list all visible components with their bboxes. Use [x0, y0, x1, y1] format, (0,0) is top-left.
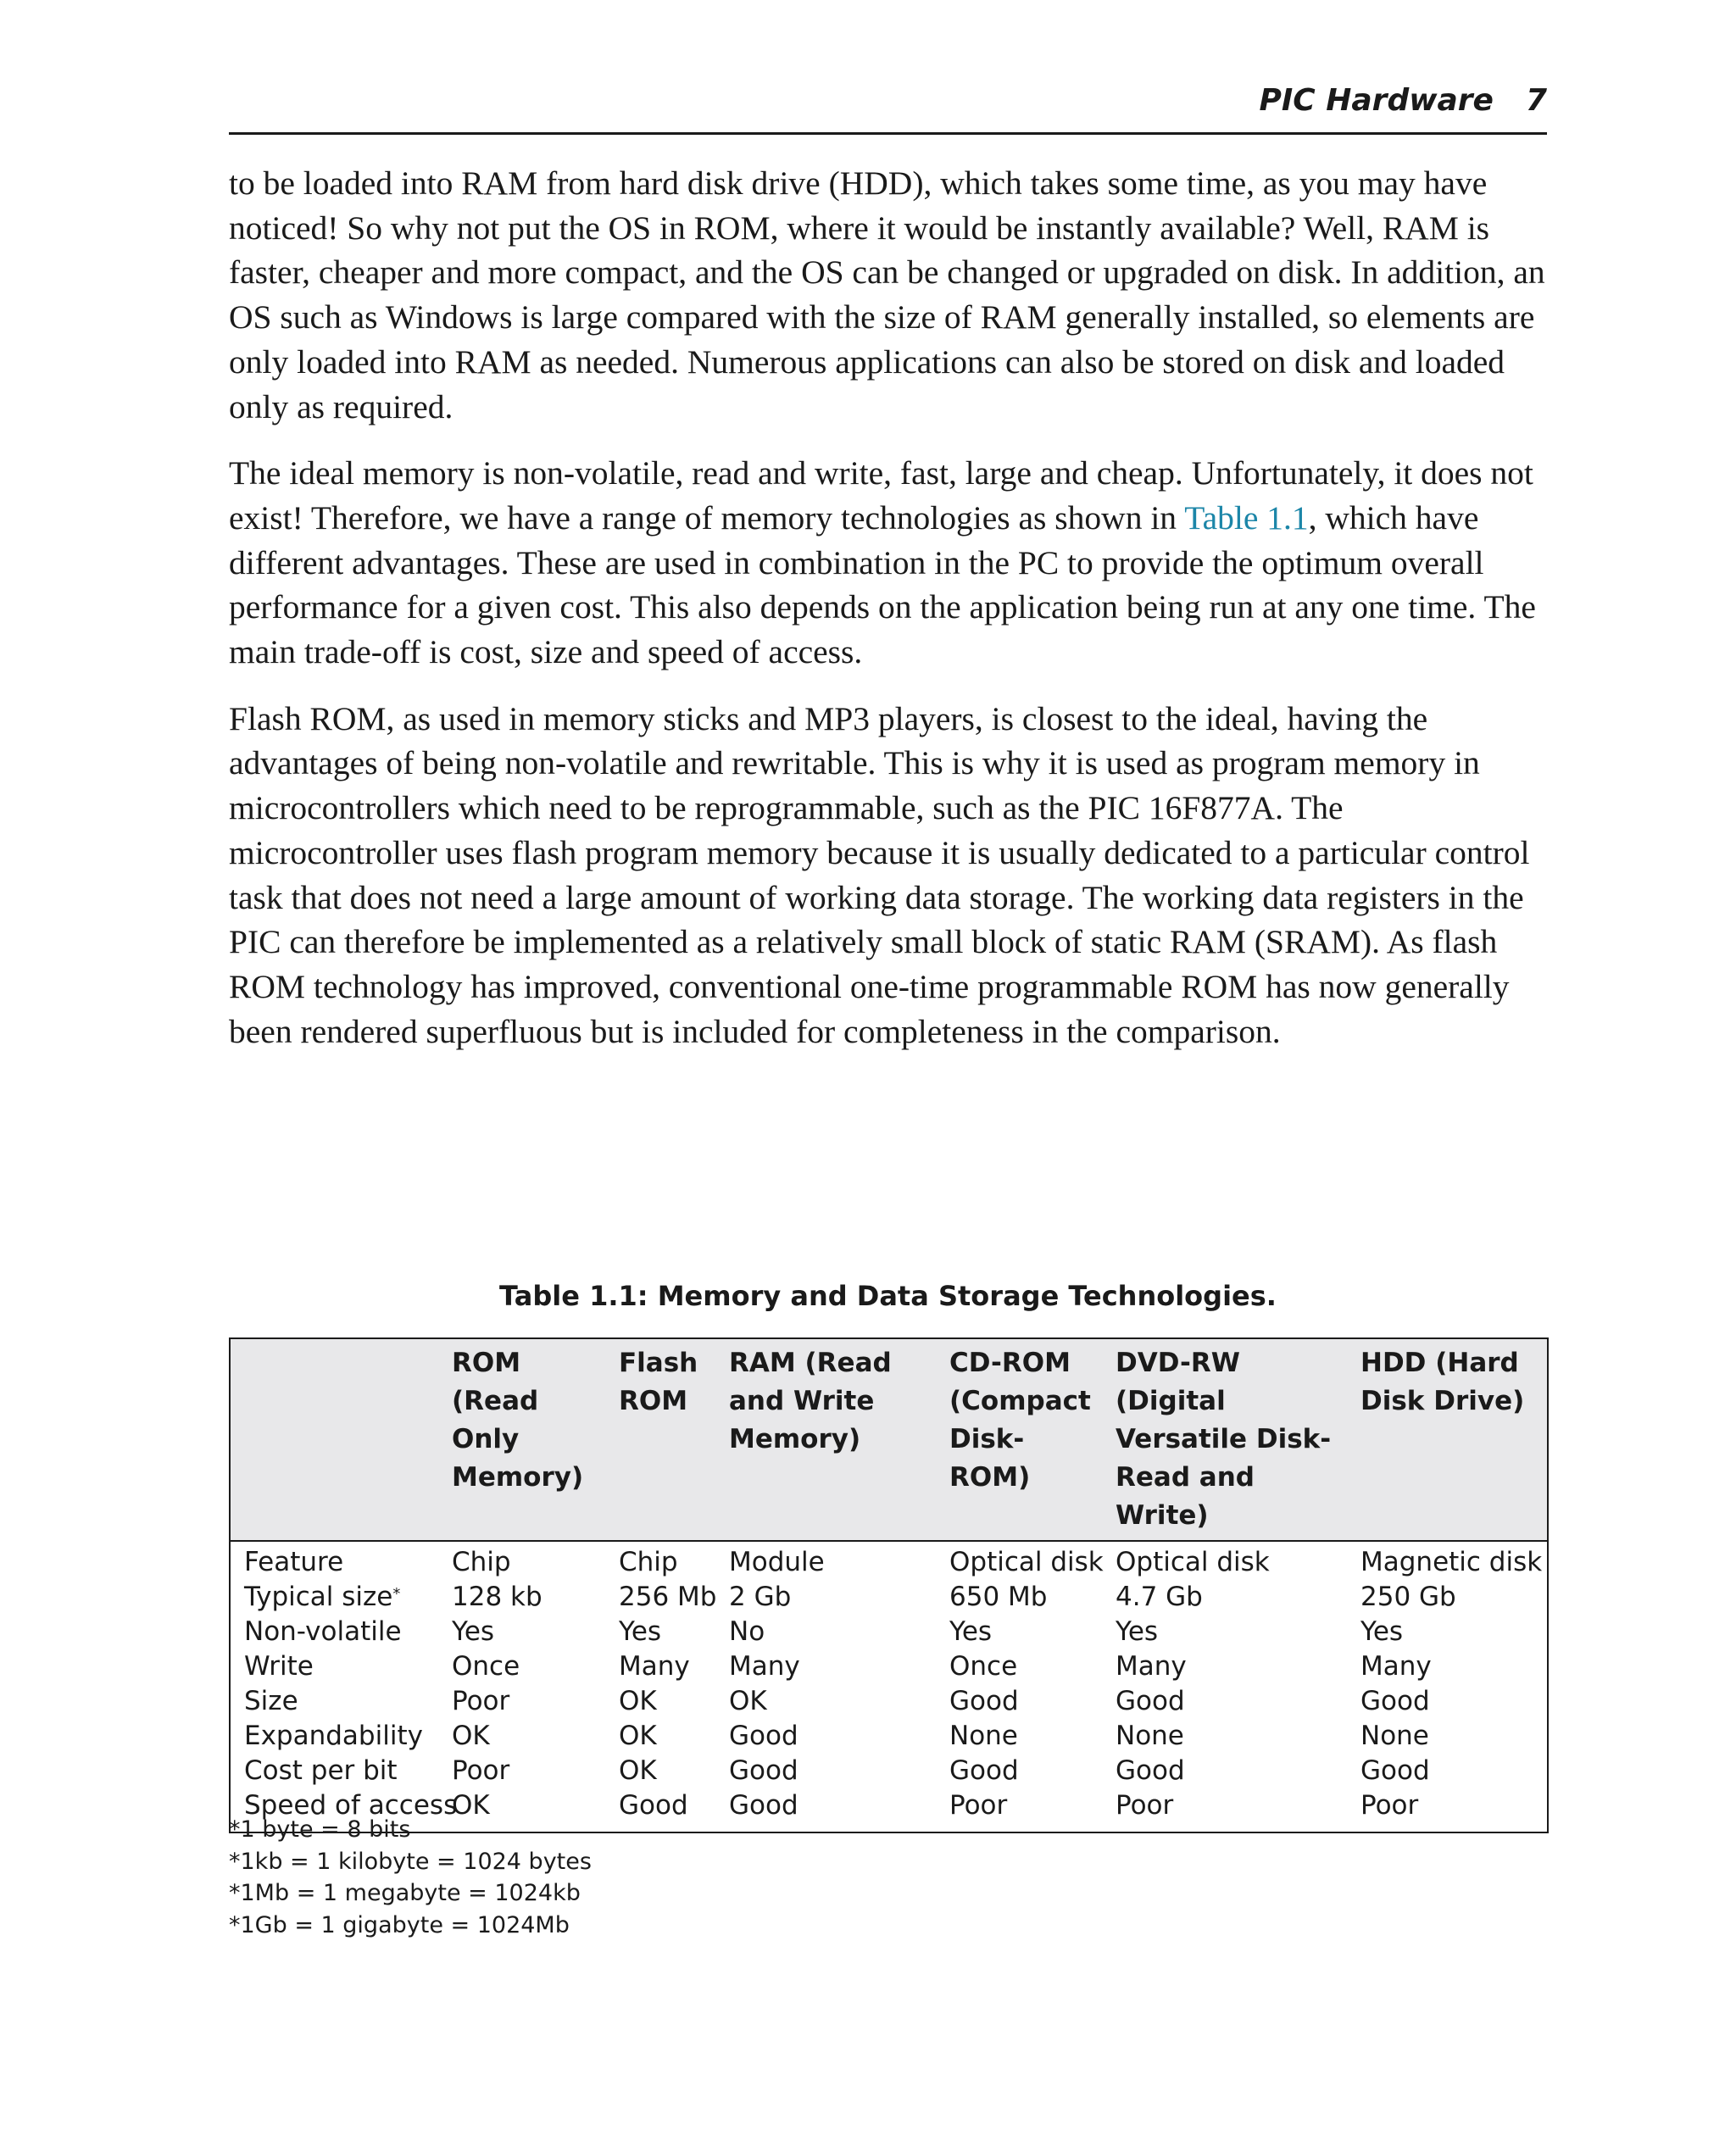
footnote: *1Mb = 1 megabyte = 1024kb	[229, 1880, 581, 1906]
cell-text: Many	[1360, 1651, 1432, 1682]
header-cell-ram: RAM (Read and Write Memory)	[729, 1348, 892, 1454]
table-cell	[438, 1615, 605, 1649]
table-body	[230, 1541, 1548, 1832]
table-cell	[1347, 1788, 1548, 1832]
footnote: *1 byte = 8 bits	[229, 1816, 411, 1843]
table-footnotes	[229, 1814, 592, 1941]
footnote-marker: *	[392, 1585, 401, 1603]
table-cell	[1347, 1649, 1548, 1684]
cell-text: Good	[1116, 1755, 1185, 1786]
table-cell	[936, 1541, 1102, 1580]
cell-text: Poor	[452, 1686, 510, 1716]
table-cell	[1102, 1615, 1347, 1649]
cell-text: Yes	[619, 1616, 662, 1647]
page-number: 7	[1525, 83, 1547, 118]
section-title: PIC Hardware	[1259, 83, 1494, 118]
table-cell	[1102, 1754, 1347, 1788]
table-cell	[1102, 1541, 1347, 1580]
table-row	[230, 1684, 1548, 1719]
table-cell	[715, 1754, 936, 1788]
header-cell-cd-rom: CD-ROM (Compact Disk-ROM)	[949, 1348, 1091, 1493]
cell-text: OK	[452, 1790, 490, 1821]
table-cell	[605, 1615, 715, 1649]
table-cell	[936, 1719, 1102, 1754]
cell-text: OK	[452, 1721, 490, 1751]
table-row-label	[230, 1580, 438, 1615]
paragraph-2-end: , which have different advantages. These are used in combination in the PC to provide the optimum overall performance for a given cost. This also depends on the application being run at any one time. The main trade-off is cost, size and speed of access.	[229, 498, 1536, 671]
table-cell	[936, 1649, 1102, 1684]
table-reference-link[interactable]: Table 1.1	[1184, 498, 1309, 537]
cell-text: Poor	[1360, 1790, 1419, 1821]
table-cell	[1102, 1649, 1347, 1684]
header-rule	[229, 132, 1547, 135]
table-cell	[715, 1580, 936, 1615]
running-head	[1260, 83, 1547, 118]
table-cell	[936, 1615, 1102, 1649]
cell-text: Good	[949, 1755, 1019, 1786]
paragraph-1: to be loaded into RAM from hard disk drive (HDD), which takes some time, as you may have noticed! So why not put the OS in ROM, where it would be instantly available? Well, RAM is faster, cheaper and more compact, and the OS can be changed or upgraded on disk. In addition, an OS such as Windows is large compared with the size of RAM generally installed, so elements are only loaded into RAM as needed. Numerous applications can also be stored on disk and loaded only as required.	[229, 164, 1545, 425]
cell-text: OK	[729, 1686, 767, 1716]
table-cell	[605, 1719, 715, 1754]
cell-text: Good	[1360, 1755, 1430, 1786]
cell-text: 650 Mb	[949, 1582, 1048, 1612]
row-label-text: Speed of access	[244, 1790, 458, 1821]
header-cell-dvd-rw: DVD-RW (Digital Versatile Disk-Read and Write)	[1116, 1348, 1332, 1531]
cell-text: Poor	[1116, 1790, 1174, 1821]
header-cell-flash-rom: Flash ROM	[619, 1348, 698, 1416]
table-cell	[1347, 1580, 1548, 1615]
table-cell	[438, 1580, 605, 1615]
cell-text: Yes	[1116, 1616, 1159, 1647]
table-cell	[605, 1649, 715, 1684]
table-cell	[936, 1754, 1102, 1788]
cell-text: Chip	[619, 1547, 678, 1577]
table-cell	[936, 1684, 1102, 1719]
footnote: *1kb = 1 kilobyte = 1024 bytes	[229, 1848, 592, 1875]
cell-text: Yes	[1360, 1616, 1404, 1647]
row-label-text: Non-volatile	[244, 1616, 402, 1647]
paragraph-2	[229, 451, 1547, 675]
table-cell	[1102, 1788, 1347, 1832]
table-row	[230, 1541, 1548, 1580]
table-cell	[1102, 1684, 1347, 1719]
cell-text: None	[949, 1721, 1018, 1751]
table-row	[230, 1754, 1548, 1788]
header-cell-hdd: HDD (Hard Disk Drive)	[1360, 1348, 1525, 1416]
table-cell	[715, 1788, 936, 1832]
table-cell	[715, 1541, 936, 1580]
cell-text: Good	[729, 1755, 798, 1786]
cell-text: Many	[729, 1651, 800, 1682]
table-header-row	[230, 1338, 1548, 1541]
cell-text: Yes	[452, 1616, 495, 1647]
table-cell	[605, 1684, 715, 1719]
table-cell	[936, 1580, 1102, 1615]
table-cell	[605, 1541, 715, 1580]
table-cell	[715, 1615, 936, 1649]
cell-text: Optical disk	[949, 1547, 1104, 1577]
table-row-label	[230, 1541, 438, 1580]
table-cell	[438, 1541, 605, 1580]
header-cell-empty	[230, 1338, 438, 1541]
table-row-label	[230, 1649, 438, 1684]
cell-text: 2 Gb	[729, 1582, 792, 1612]
row-label-text: Expandability	[244, 1721, 423, 1751]
table-cell	[715, 1684, 936, 1719]
body-text	[229, 161, 1547, 1076]
table-cell	[1347, 1615, 1548, 1649]
table-cell	[715, 1649, 936, 1684]
memory-technologies-table	[229, 1337, 1549, 1833]
table-cell	[715, 1719, 936, 1754]
cell-text: Optical disk	[1116, 1547, 1270, 1577]
table-cell	[1347, 1754, 1548, 1788]
cell-text: None	[1116, 1721, 1184, 1751]
cell-text: 4.7 Gb	[1116, 1582, 1203, 1612]
table-cell	[438, 1649, 605, 1684]
cell-text: Magnetic disk	[1360, 1547, 1543, 1577]
table-row-label	[230, 1684, 438, 1719]
cell-text: Once	[452, 1651, 520, 1682]
cell-text: 256 Mb	[619, 1582, 717, 1612]
cell-text: Many	[1116, 1651, 1187, 1682]
table-cell	[936, 1788, 1102, 1832]
table-cell	[438, 1719, 605, 1754]
table-row	[230, 1719, 1548, 1754]
cell-text: Good	[729, 1790, 798, 1821]
header-cell-rom: ROM (Read Only Memory)	[452, 1348, 584, 1493]
cell-text: Poor	[949, 1790, 1008, 1821]
cell-text: Chip	[452, 1547, 511, 1577]
table-cell	[1347, 1541, 1548, 1580]
table-cell	[438, 1754, 605, 1788]
cell-text: Poor	[452, 1755, 510, 1786]
table-cell	[1347, 1719, 1548, 1754]
cell-text: None	[1360, 1721, 1429, 1751]
table-cell	[1102, 1719, 1347, 1754]
table-caption: Table 1.1: Memory and Data Storage Technologies.	[499, 1280, 1277, 1312]
cell-text: Once	[949, 1651, 1018, 1682]
cell-text: 128 kb	[452, 1582, 542, 1612]
table-cell	[605, 1788, 715, 1832]
cell-text: Yes	[949, 1616, 993, 1647]
table-row	[230, 1580, 1548, 1615]
table-cell	[1102, 1580, 1347, 1615]
cell-text: No	[729, 1616, 765, 1647]
cell-text: Module	[729, 1547, 825, 1577]
paragraph-2-start: The ideal memory is non-volatile, read and write, fast, large and cheap. Unfortunately, it does not exist! Therefore, we have a range of memory technologies as shown in	[229, 454, 1533, 537]
footnote: *1Gb = 1 gigabyte = 1024Mb	[229, 1911, 570, 1938]
cell-text: Good	[949, 1686, 1019, 1716]
cell-text: OK	[619, 1755, 657, 1786]
cell-text: Good	[1116, 1686, 1185, 1716]
table-row-label	[230, 1719, 438, 1754]
cell-text: 250 Gb	[1360, 1582, 1456, 1612]
paragraph-3: Flash ROM, as used in memory sticks and MP3 players, is closest to the ideal, having the advantages of being non-volatile and rewritable. This is why it is used as program memory in microcontrollers which need to be reprogrammable, such as the PIC 16F877A. The microcontroller uses flash program memory because it is usually dedicated to a particular control task that does not need a large amount of working data storage. The working data registers in the PIC can therefore be implemented as a relatively small block of static RAM (SRAM). As flash ROM technology has improved, conventional one-time programmable ROM has now generally been rendered superfluous but is included for completeness in the comparison.	[229, 699, 1530, 1050]
row-label-text: Size	[244, 1686, 298, 1716]
row-label-text: Cost per bit	[244, 1755, 398, 1786]
table-cell	[438, 1684, 605, 1719]
cell-text: Good	[1360, 1686, 1430, 1716]
table-cell	[1347, 1684, 1548, 1719]
table-cell	[605, 1754, 715, 1788]
cell-text: Good	[619, 1790, 688, 1821]
table-row	[230, 1615, 1548, 1649]
table-row	[230, 1649, 1548, 1684]
row-label-text: Feature	[244, 1547, 344, 1577]
cell-text: OK	[619, 1721, 657, 1751]
row-label-text: Typical size	[244, 1582, 393, 1612]
table-row-label	[230, 1615, 438, 1649]
row-label-text: Write	[244, 1651, 314, 1682]
table-cell	[605, 1580, 715, 1615]
table-row-label	[230, 1754, 438, 1788]
cell-text: Many	[619, 1651, 690, 1682]
cell-text: Good	[729, 1721, 798, 1751]
cell-text: OK	[619, 1686, 657, 1716]
